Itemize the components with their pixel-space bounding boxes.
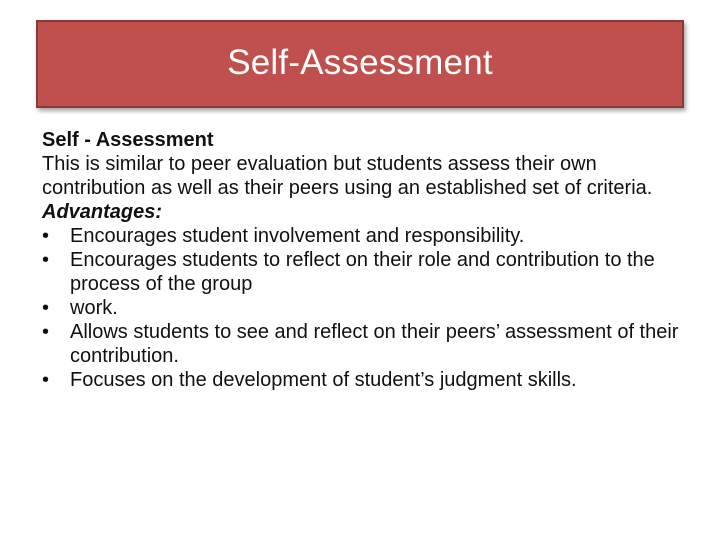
bullet-icon: • [42,225,50,247]
bullet-text: Encourages student involvement and responsibility. [70,225,525,247]
title-banner [36,20,684,108]
slide-body [42,128,692,392]
bullet-icon: • [42,249,50,271]
bullet-text: Focuses on the development of student’s judgment skills. [70,369,577,391]
bullet-text: work. [70,297,118,319]
list-item [42,296,692,320]
bullet-icon: • [42,297,50,319]
bullet-text: Allows students to see and reflect on their peers’ assessment of their contribution. [70,321,679,367]
body-heading: Self - Assessment [42,129,214,151]
advantages-list [42,224,692,392]
list-item [42,224,692,248]
bullet-text: Encourages students to reflect on their role and contribution to the process of the group [70,249,655,295]
body-paragraph: This is similar to peer evaluation but students assess their own contribution as well as their peers using an established set of criteria. [42,153,653,199]
list-item [42,368,692,392]
list-item [42,320,692,368]
bullet-icon: • [42,321,50,343]
bullet-icon: • [42,369,50,391]
slide-title: Self-Assessment [227,43,493,82]
advantages-label: Advantages: [42,201,163,223]
list-item [42,248,692,296]
